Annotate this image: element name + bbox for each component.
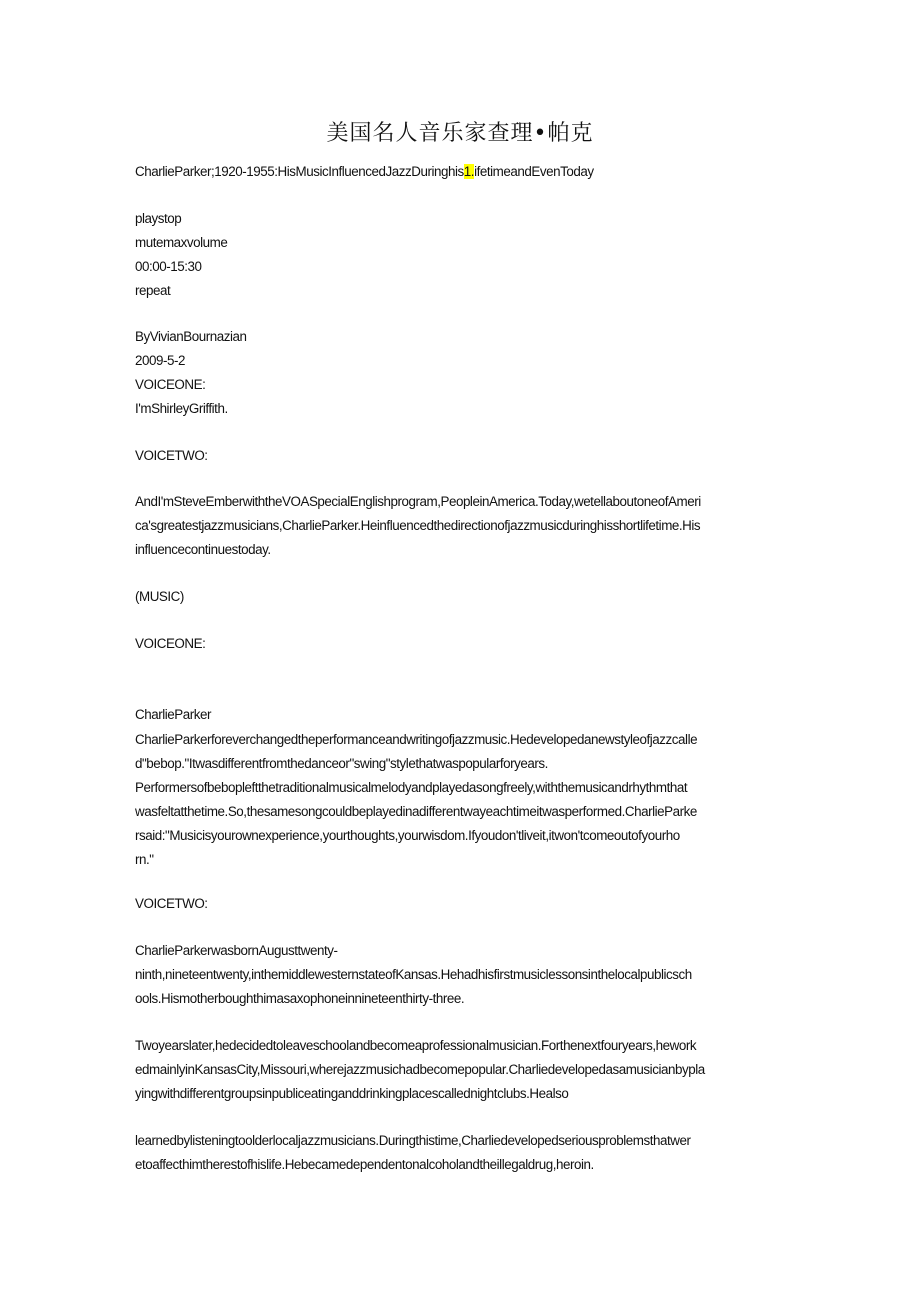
paragraph-line: influencecontinuestoday.	[135, 542, 271, 557]
author-byline: ByVivianBournazian	[135, 329, 247, 344]
paragraph-line: I'mShirleyGriffith.	[135, 401, 228, 416]
subtitle-text: CharlieParker;1920-1955:HisMusicInfluencedJazzDuringhis	[135, 164, 464, 179]
paragraph-line: d"bebop."Itwasdifferentfromthedanceor"swing"stylethatwaspopularforyears.	[135, 756, 548, 771]
paragraph-line: wasfeltatthetime.So,thesamesongcouldbeplayedinadifferentwayeachtimeitwasperformed.CharlieParke	[135, 804, 697, 819]
paragraph-line: Performersofbebopleftthetraditionalmusicalmelodyandplayedasongfreely,withthemusicandrhythmthat	[135, 780, 688, 795]
publish-date: 2009-5-2	[135, 353, 186, 368]
speaker-label: VOICETWO:	[135, 448, 208, 463]
speaker-label: VOICETWO:	[135, 896, 208, 911]
paragraph-line: edmainlyinKansasCity,Missouri,wherejazzmusichadbecomepopular.Charliedevelopedasamusicianbypla	[135, 1062, 705, 1077]
play-stop-text: playstop	[135, 211, 182, 226]
music-cue: (MUSIC)	[135, 589, 184, 604]
subtitle	[135, 164, 594, 180]
image-caption: CharlieParker	[135, 707, 212, 722]
time-text: 00:00-15:30	[135, 259, 202, 274]
paragraph-line: learnedbylisteningtoolderlocaljazzmusicians.Duringthistime,Charliedevelopedseriousproblemsthatwer	[135, 1133, 691, 1148]
subtitle-text-end: ifetimeandEvenToday	[474, 164, 594, 179]
page-title: 美国名人音乐家查理•帕克	[326, 121, 594, 146]
paragraph-line: rsaid:"Musicisyourownexperience,yourthoughts,yourwisdom.Ifyoudon'tliveit,itwon'tcomeoutofyourho	[135, 828, 680, 843]
paragraph-line: Twoyearslater,hedecidedtoleaveschoolandbecomeaprofessionalmusician.Forthenextfouryears,hework	[135, 1038, 697, 1053]
speaker-label: VOICEONE:	[135, 636, 206, 651]
paragraph-line: CharlieParkerwasbornAugusttwenty-	[135, 943, 338, 958]
paragraph-line: ninth,nineteentwenty,inthemiddlewesternstateofKansas.Hehadhisfirstmusiclessonsinthelocalpublicsch	[135, 967, 692, 982]
highlighted-text: 1.	[463, 164, 475, 179]
paragraph-line: ools.Hismotherboughthimasaxophoneinnineteenthirty-three.	[135, 991, 465, 1006]
speaker-label: VOICEONE:	[135, 377, 206, 392]
paragraph-line: yingwithdifferentgroupsinpubliceatinganddrinkingplacescallednightclubs.Healso	[135, 1086, 569, 1101]
paragraph-line: rn."	[135, 852, 154, 867]
mute-volume-text: mutemaxvolume	[135, 235, 228, 250]
paragraph-line: etoaffecthimtherestofhislife.Hebecamedependentonalcoholandtheillegaldrug,heroin.	[135, 1157, 594, 1172]
paragraph-line: AndI'mSteveEmberwiththeVOASpecialEnglishprogram,PeopleinAmerica.Today,wetellaboutoneofAmeri	[135, 494, 701, 509]
paragraph-line: CharlieParkerforeverchangedtheperformanceandwritingofjazzmusic.Hedevelopedanewstyleofjazzcalle	[135, 732, 698, 747]
repeat-text: repeat	[135, 283, 171, 298]
paragraph-line: ca'sgreatestjazzmusicians,CharlieParker.Heinfluencedthedirectionofjazzmusicduringhisshortlifetime.His	[135, 518, 701, 533]
